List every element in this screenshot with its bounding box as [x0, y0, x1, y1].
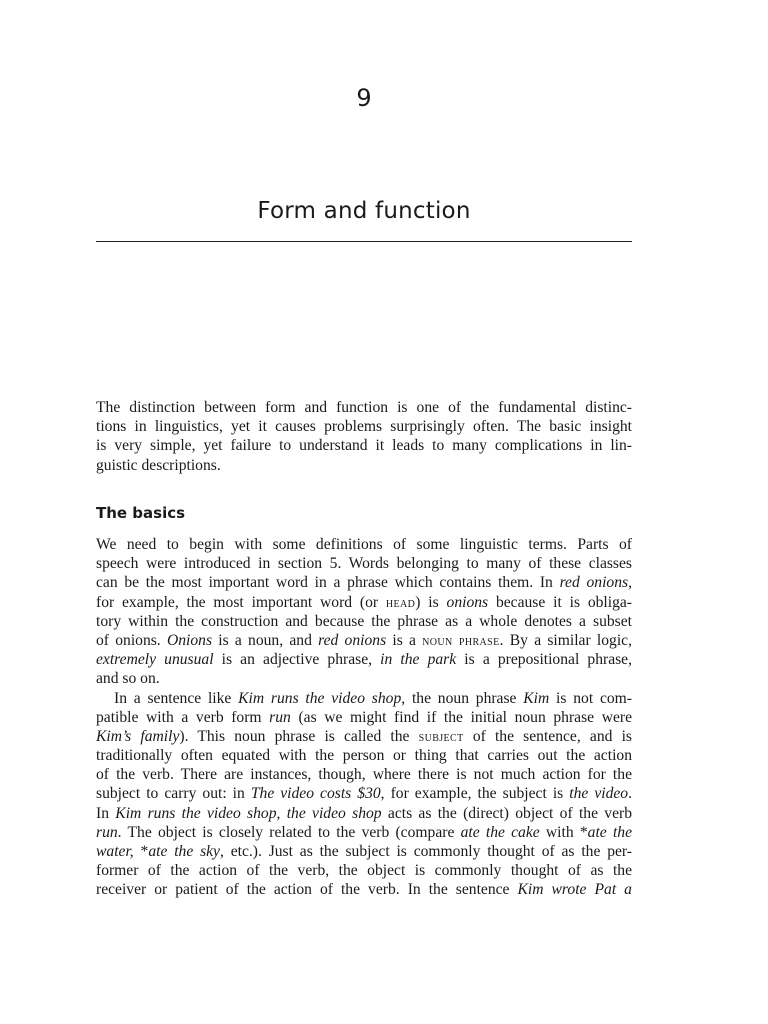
text-span: , the noun phrase [401, 689, 524, 707]
example-italic: red onions [318, 631, 387, 649]
chapter-number: 9 [356, 84, 372, 112]
text-line [96, 708, 632, 727]
text-span: patible with a verb form [96, 708, 270, 726]
text-line [96, 880, 632, 899]
example-italic: Kim [523, 689, 550, 707]
example-italic: Kim runs the video shop [238, 689, 402, 707]
text-span: because it is obliga- [488, 593, 632, 611]
example-italic: ate the sky [148, 843, 220, 860]
example-italic: ate the [587, 823, 632, 841]
text-span: . [628, 785, 633, 803]
text-line: of the verb. There are instances, though, where there is not much action for the [96, 766, 632, 784]
chapter-title: Form and function [257, 198, 471, 224]
section-heading: The basics [96, 504, 186, 522]
text-span: In [96, 804, 116, 822]
text-span: is a prepositional phrase, [456, 651, 633, 669]
text-line: The distinction between form and function is one of the fundamental distinc- [96, 399, 632, 416]
text-span: receiver or patient of the action of the verb. In the sentence [96, 881, 518, 899]
text-line [96, 804, 632, 823]
text-span: . The object is closely related to the verb (compare [117, 823, 461, 841]
example-italic: Kim runs the video shop [115, 804, 277, 822]
term-smallcaps: head [385, 595, 416, 611]
example-italic: red onions [559, 574, 629, 592]
text-span: (as we might find if the initial noun phrase were [290, 708, 632, 726]
text-line [96, 784, 632, 803]
example-italic: run [269, 708, 291, 726]
text-line: traditionally often equated with the person or thing that carries out the action [96, 747, 632, 765]
text-span: , for example, the subject is [380, 785, 570, 803]
text-line: speech were introduced in section 5. Words belonging to many of these classes [96, 555, 632, 573]
text-span: is an adjective phrase, [213, 651, 381, 669]
text-line [96, 573, 632, 592]
text-span: , etc.). Just as the subject is commonly thought of as the per- [219, 843, 632, 860]
text-line [96, 631, 632, 650]
title-rule [96, 241, 632, 242]
term-smallcaps: subject [418, 729, 464, 745]
text-span: is not com- [549, 689, 632, 707]
body-text [96, 535, 632, 900]
example-italic: Kim wrote Pat a [517, 881, 632, 899]
text-span: ) is [415, 593, 447, 611]
text-span: of the sentence, and is [463, 727, 632, 745]
text-span: , [628, 574, 632, 592]
text-span: for example, the most important word (or [96, 593, 386, 611]
text-line: guistic descriptions. [96, 456, 221, 474]
text-line [96, 727, 632, 746]
text-line [96, 823, 632, 842]
text-line [96, 842, 632, 861]
example-italic: run [96, 823, 118, 841]
text-span: ). This noun phrase is called the [179, 727, 419, 745]
example-italic: the video [569, 785, 629, 803]
text-line: is very simple, yet failure to understand it leads to many complications in lin- [96, 437, 632, 455]
text-span: acts as the (direct) object of the verb [381, 804, 633, 822]
example-italic: in the park [380, 651, 457, 669]
text-line [96, 593, 632, 612]
text-span: is a [386, 631, 423, 649]
text-span: , [276, 804, 287, 822]
example-italic: Kim’s family [96, 727, 180, 745]
example-italic: extremely unusual [96, 651, 214, 669]
text-span: subject to carry out: in [96, 785, 251, 803]
example-italic: onions [446, 593, 489, 611]
text-line [96, 650, 632, 669]
text-span: with * [539, 823, 588, 841]
text-span: In a sentence like [114, 689, 239, 707]
text-line: former of the action of the verb, the object is commonly thought of as the [96, 862, 632, 880]
intro-paragraph [96, 398, 632, 475]
text-line: tions in linguistics, yet it causes problems surprisingly often. The basic insight [96, 418, 632, 436]
example-italic: water, [96, 843, 141, 860]
text-line: tory within the construction and because the phrase as a whole denotes a subset [96, 612, 632, 630]
text-line: and so on. [96, 670, 160, 688]
example-italic: The video costs $30 [250, 785, 381, 803]
text-line [96, 689, 632, 708]
text-span: of onions. [96, 631, 167, 649]
text-span: . By a similar logic, [499, 631, 632, 649]
text-line: We need to begin with some definitions of some linguistic terms. Parts of [96, 536, 632, 553]
example-italic: the video shop [286, 804, 382, 822]
text-span: can be the most important word in a phrase which contains them. In [96, 574, 560, 592]
example-italic: Onions [166, 631, 213, 649]
example-italic: ate the cake [460, 823, 540, 841]
text-span: * [140, 843, 149, 860]
term-smallcaps: noun phrase [422, 633, 500, 649]
text-span: is a noun, and [212, 631, 319, 649]
